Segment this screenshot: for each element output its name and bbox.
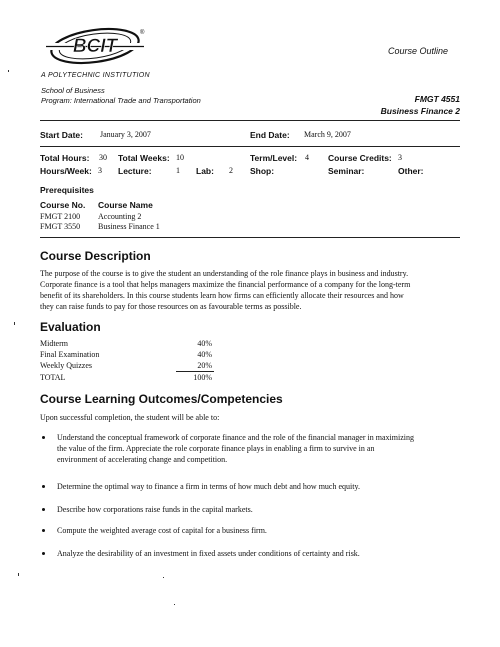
outcomes-heading: Course Learning Outcomes/Competencies [40, 392, 283, 406]
evaluation-item: Weekly Quizzes [40, 361, 92, 370]
evaluation-item: Midterm [40, 339, 68, 348]
course-description-heading: Course Description [40, 249, 151, 263]
evaluation-total-value: 100% [193, 373, 212, 382]
bullet-icon [42, 436, 45, 439]
description-line: The purpose of the course is to give the student an understanding of the role finance plays in business and industry. [40, 269, 409, 278]
end-date-value: March 9, 2007 [304, 130, 351, 139]
scan-speck [8, 70, 9, 72]
course-credits-value: 3 [398, 153, 402, 162]
outcomes-intro: Upon successful completion, the student will be able to: [40, 413, 220, 422]
prereq-col-course-name: Course Name [98, 200, 153, 210]
bullet-icon [42, 552, 45, 555]
outcome-item-line: Analyze the desirability of an investment in fixed assets under conditions of certainty and risk. [57, 549, 360, 558]
total-weeks-label: Total Weeks: [118, 153, 170, 163]
prereq-divider [40, 237, 460, 238]
total-weeks-value: 10 [176, 153, 184, 162]
prereq-row-name: Accounting 2 [98, 212, 142, 221]
bullet-icon [42, 508, 45, 511]
evaluation-weight: 20% [197, 361, 212, 370]
program-name: Program: International Trade and Transportation [41, 96, 201, 105]
evaluation-heading: Evaluation [40, 320, 101, 334]
other-label: Other: [398, 166, 424, 176]
total-hours-label: Total Hours: [40, 153, 90, 163]
prereq-row-no: FMGT 3550 [40, 222, 81, 231]
bcit-logo-graphic [40, 22, 150, 70]
prereq-row-no: FMGT 2100 [40, 212, 81, 221]
header-divider [40, 120, 460, 121]
evaluation-item: Final Examination [40, 350, 100, 359]
seminar-label: Seminar: [328, 166, 365, 176]
evaluation-weight: 40% [197, 350, 212, 359]
start-date-label: Start Date: [40, 130, 83, 140]
outcome-item-line: environment of accelerating change and competition. [57, 455, 228, 464]
description-line: they can raise funds to pay for those resources on as favourable terms as possible. [40, 302, 302, 311]
bullet-icon [42, 529, 45, 532]
dates-divider [40, 146, 460, 147]
svg-text:®: ® [140, 30, 145, 36]
evaluation-total-label: TOTAL [40, 373, 66, 382]
lab-label: Lab: [196, 166, 214, 176]
description-line: benefit of its shareholders. In this course students learn how firms can efficiently allocate their resources and how [40, 291, 404, 300]
scan-speck [174, 604, 175, 605]
hours-per-week-label: Hours/Week: [40, 166, 92, 176]
term-level-label: Term/Level: [250, 153, 298, 163]
prerequisites-title: Prerequisites [40, 185, 94, 195]
course-credits-label: Course Credits: [328, 153, 392, 163]
bullet-icon [42, 485, 45, 488]
total-hours-value: 30 [99, 153, 107, 162]
lecture-value: 1 [176, 166, 180, 175]
hours-per-week-value: 3 [98, 166, 102, 175]
course-title: Business Finance 2 [380, 106, 460, 116]
outcome-item-line: Describe how corporations raise funds in the capital markets. [57, 505, 253, 514]
description-line: Corporate finance is a tool that helps managers maximize the financial performance of a company for the long-term [40, 280, 411, 289]
outcome-item-line: Understand the conceptual framework of corporate finance and the role of the financial manager in maximizing [57, 433, 414, 442]
lab-value: 2 [229, 166, 233, 175]
scan-speck [18, 573, 19, 576]
evaluation-weight: 40% [197, 339, 212, 348]
prereq-row-name: Business Finance 1 [98, 222, 160, 231]
bcit-logo [40, 22, 150, 70]
school-name: School of Business [41, 86, 105, 95]
term-level-value: 4 [305, 153, 309, 162]
shop-label: Shop: [250, 166, 275, 176]
logo-tagline: A POLYTECHNIC INSTITUTION [41, 72, 150, 79]
scan-speck [163, 577, 164, 578]
course-code: FMGT 4551 [414, 94, 460, 104]
outcome-item-line: Determine the optimal way to finance a firm in terms of how much debt and how much equity. [57, 482, 360, 491]
document-type: Course Outline [388, 46, 449, 56]
lecture-label: Lecture: [118, 166, 152, 176]
outcome-item-line: Compute the weighted average cost of capital for a business firm. [57, 526, 267, 535]
logo-wordmark: BCIT [72, 36, 118, 57]
start-date-value: January 3, 2007 [100, 130, 151, 139]
prereq-col-course-no: Course No. [40, 200, 86, 210]
end-date-label: End Date: [250, 130, 290, 140]
outcome-item-line: the value of the firm. Appreciate the role corporate finance plays in enabling a firm to survive in an [57, 444, 375, 453]
scan-speck [14, 322, 15, 325]
